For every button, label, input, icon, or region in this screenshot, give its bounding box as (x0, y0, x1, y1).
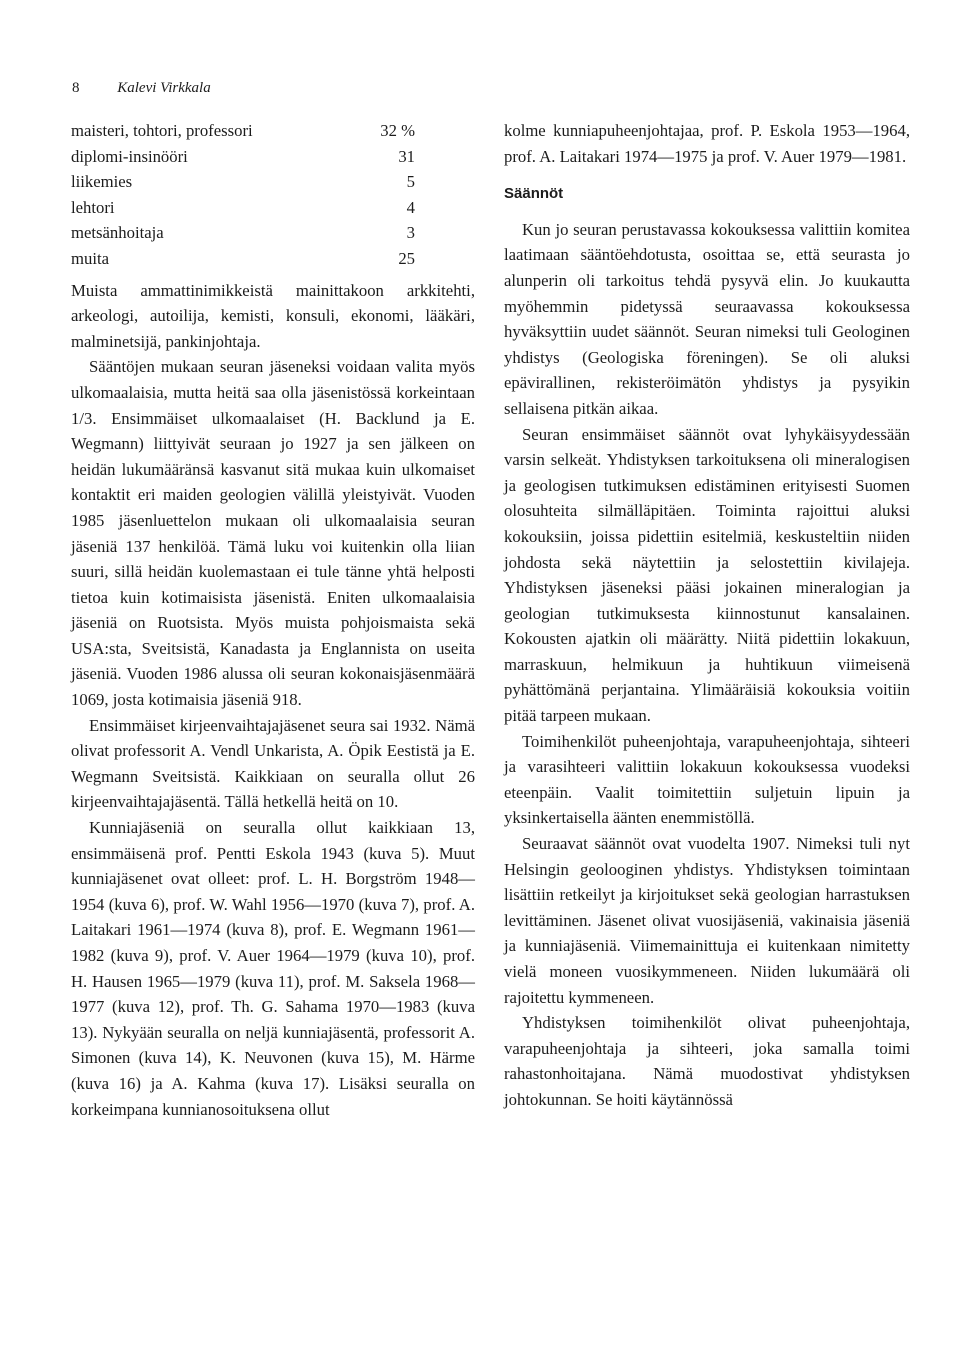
section-heading: Säännöt (504, 185, 564, 203)
paragraph: Toimihenkilöt puheenjohtaja, varapuheenjohtaja, sihteeri ja varasihteeri valittiin lokakuun kokouksessa vuodeksi eteenpäin. Vaalit toimitettiin suljetuin lipuin ja yksinkertaisella äänten enemmistöllä. (504, 731, 910, 828)
paragraph: kolme kunniapuheenjohtajaa, prof. P. Eskola 1953—1964, prof. A. Laitakari 1974—1975 ja prof. V. Auer 1979—1981. (504, 121, 910, 166)
table-row: muita 25 (71, 248, 415, 268)
page-number: 8 (72, 80, 80, 96)
table-row: lehtori 4 (71, 197, 415, 217)
running-author: Kalevi Virkkala (117, 80, 211, 96)
paragraph: Yhdistyksen toimihenkilöt olivat puheenjohtaja, varapuheenjohtaja ja sihteeri, joka samalla toimi rahastonhoitajana. Nämä muodostivat yhdistyksen johtokunnan. Se hoiti käytännössä (504, 1013, 910, 1109)
table-row: metsänhoitaja 3 (71, 223, 415, 243)
right-column (504, 118, 910, 1113)
paragraph: Muista ammattinimikkeistä mainittakoon arkkitehti, arkeologi, autoilija, kemisti, konsuli, ekonomi, lääkäri, malminetsijä, pankinjohtaja. (71, 280, 475, 351)
table-row: diplomi-insinööri 31 (71, 146, 415, 166)
left-column (71, 118, 475, 1122)
paragraph: Ensimmäiset kirjeenvaihtajajäsenet seura sai 1932. Nämä olivat professorit A. Vendl Unkarista, A. Öpik Eestistä ja E. Wegmann Sveitsistä. Kaikkiaan on seuralla ollut 26 kirjeenvaihtajajäsentä. Tällä hetkellä heitä on 10. (71, 715, 475, 812)
paragraph: Seuraavat säännöt ovat vuodelta 1907. Nimeksi tuli nyt Helsingin geolooginen yhdistys. Yhdistyksen toimintaan lisättiin retkeilyt ja kirjoitukset sekä geologian harrastuksen levittäminen. Jäsenet olivat vuosijäseniä, vakinaisia jäseniä ja kunniajäseniä. Viimemainittuja ei kuitenkaan nimitetty vielä moneen vuosikymmeneen. Niiden lukumäärä oli rajoitettu kymmeneen. (504, 834, 910, 1007)
profession-table (71, 118, 475, 272)
paragraph: Kun jo seuran perustavassa kokouksessa valittiin komitea laatimaan sääntöehdotusta, osoittaa se, että seurasta jo alunperin oli tarkoitus tehdä pysyvä elin. Jo kuukautta myöhemmin pidetyssä seuraavassa kokouksessa hyväksyttiin uudet säännöt. Seuran nimeksi tuli Geologinen yhdistys (Geologiska föreningen). Se oli aluksi epävirallinen, rekisteröimätön yhdistys ja pysyikin sellaisena pitkän aikaa. (504, 219, 910, 418)
table-row: maisteri, tohtori, professori 32 % (71, 121, 415, 140)
table-row: liikemies 5 (71, 172, 415, 192)
paragraph: Sääntöjen mukaan seuran jäseneksi voidaan valita myös ulkomaalaisia, mutta heitä saa olla jäsenistössä korkeintaan 1/3. Ensimmäiset ulkomaalaiset (H. Backlund ja E. Wegmann) liittyivät seuraan jo 1927 ja sen jälkeen on heidän lukumääränsä kasvanut sitä mukaa kuin ulkomaiset kontaktit eri maiden geologien välillä yleistyivät. Vuoden 1985 jäsenluettelon mukaan oli ulkomaalaisia seuran jäseniä 137 henkilöä. Tämä luku voi kuitenkin olla liian suuri, sillä heidän kuolemastaan ei tule tänne yhtä helposti tietoa kuin kotimaisista jäsenistä. Eniten ulkomaalaisia jäseniä on Ruotsista. Myös muista pohjoismaista sekä USA:sta, Sveitsistä, Kanadasta ja Englannista on useita jäseniä. Vuoden 1986 alussa oli seuran kokonaisjäsenmäärä 1069, josta kotimaisia jäseniä 918. (71, 357, 475, 710)
paragraph: Seuran ensimmäiset säännöt ovat lyhykäisyydessään varsin selkeät. Yhdistyksen tarkoituksena oli mineralogisen ja geologisen tutkimuksen edistäminen erityisesti Suomen olosuhteita silmälläpitäen. Toiminta rajoittui aluksi kokouksiin, joissa pidettiin esitelmiä, keskusteltiin niiden johdosta sekä näytettiin ja selostettiin kivilajeja. Yhdistyksen jäseneksi pääsi jokainen mineralogian ja geologian tutkimuksesta kiinnostunut kansalainen. Kokousten ajatkin oli määrätty. Niitä pidettiin lokakuun, marraskuun, helmikuun ja huhtikuun viimeisenä pyhättömänä perjantaina. Ylimääräisiä kokouksia voitiin pitää tarpeen mukaan. (504, 424, 910, 726)
paragraph: Kunniajäseniä on seuralla ollut kaikkiaan 13, ensimmäisenä prof. Pentti Eskola 1943 (kuva 5). Muut kunniajäsenet ovat olleet: prof. L. H. Borgström 1948—1954 (kuva 6), prof. W. Wahl 1956—1970 (kuva 7), prof. A. Laitakari 1961—1974 (kuva 8), prof. E. Wegmann 1961—1982 (kuva 9), prof. V. Auer 1964—1979 (kuva 10), prof. H. Hausen 1965—1979 (kuva 11), prof. M. Saksela 1968—1977 (kuva 12), prof. Th. G. Sahama 1970—1983 (kuva 13). Nykyään seuralla on neljä kunniajäsentä, professorit A. Simonen (kuva 14), K. Neuvonen (kuva 15), M. Härme (kuva 16) ja A. Kahma (kuva 17). Lisäksi seuralla on korkeimpana kunnianosoituksena ollut (71, 818, 475, 1119)
page-header (72, 80, 211, 97)
